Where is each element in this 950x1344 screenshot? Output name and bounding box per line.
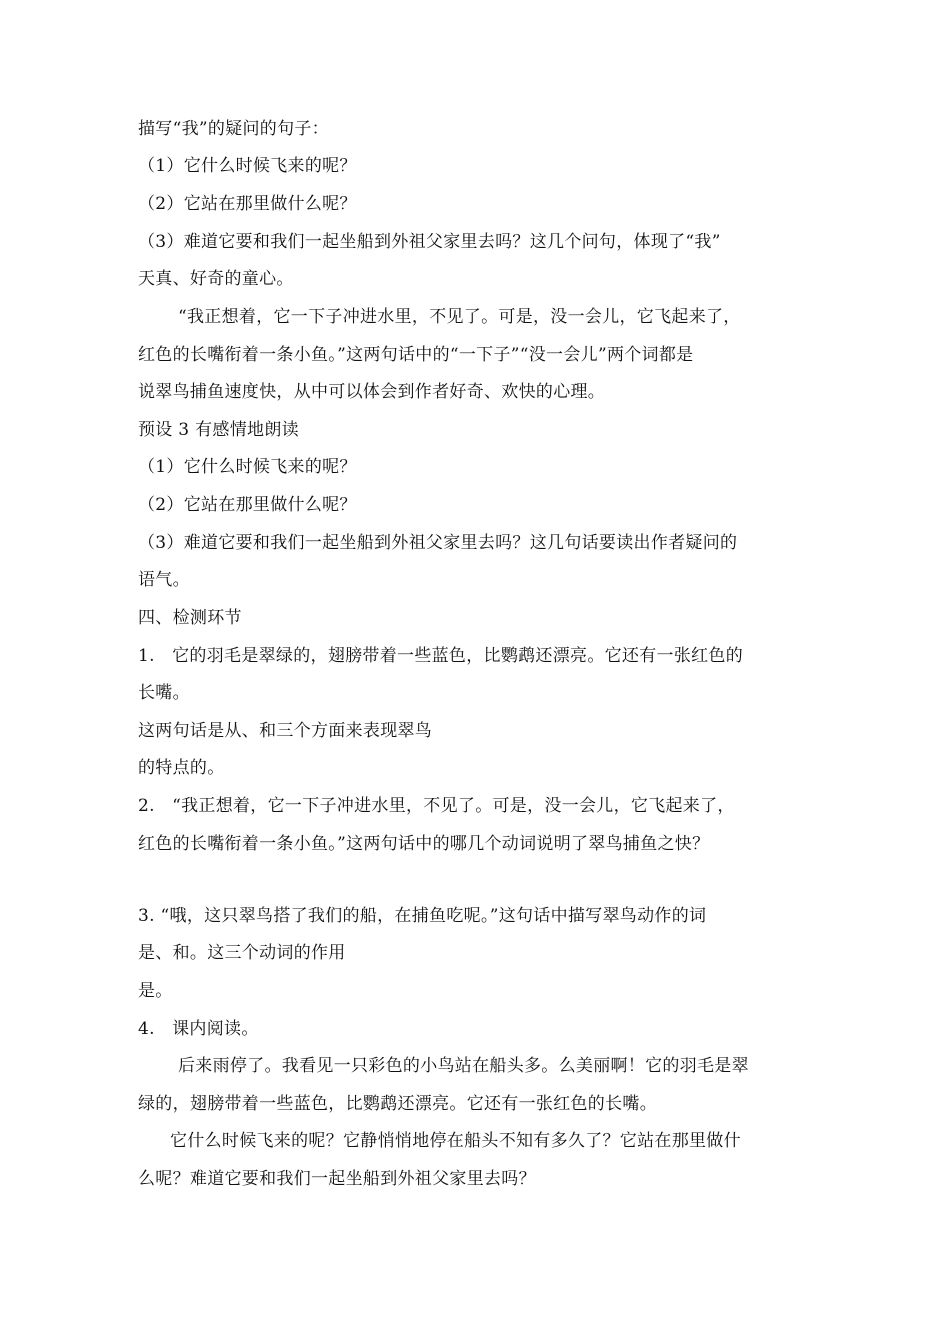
question-line: 3. “哦，这只翠鸟搭了我们的船，在捕鱼吃呢。”这句话中描写翠鸟动作的词 [138,906,707,926]
reading-passage-line: 绿的，翅膀带着一些蓝色，比鹦鹉还漂亮。它还有一张红色的长嘴。 [138,1094,657,1114]
question-line: 红色的长嘴衔着一条小鱼。”这两句话中的哪几个动词说明了翠鸟捕鱼之快？ [138,834,710,854]
question-line: 1. 它的羽毛是翠绿的，翅膀带着一些蓝色，比鹦鹉还漂亮。它还有一张红色的 [138,646,744,666]
paragraph-line: 语气。 [138,570,190,590]
paragraph-line: 说翠鸟捕鱼速度快，从中可以体会到作者好奇、欢快的心理。 [138,382,606,402]
reading-passage-line: 么呢？难道它要和我们一起坐船到外祖父家里去吗？ [138,1169,536,1189]
paragraph-line: “我正想着，它一下子冲进水里，不见了。可是，没一会儿，它飞起来了， [178,307,741,327]
section-heading: 预设 3 有感情地朗读 [138,420,299,440]
question-line: 2. “我正想着，它一下子冲进水里，不见了。可是，没一会儿，它飞起来了， [138,796,735,816]
question-line: 是。 [138,981,173,1001]
paragraph-line: 天真、好奇的童心。 [138,269,294,289]
question-line: 这两句话是从、和三个方面来表现翠鸟 [138,721,433,741]
paragraph-line: （2）它站在那里做什么呢？ [138,495,357,515]
reading-passage-line: 它什么时候飞来的呢？它静悄悄地停在船头不知有多久了？它站在那里做什 [170,1131,741,1151]
paragraph-line: （1）它什么时候飞来的呢？ [138,156,357,176]
question-line: 长嘴。 [138,683,190,703]
paragraph-line: 红色的长嘴衔着一条小鱼。”这两句话中的“一下子”“没一会儿”两个词都是 [138,345,694,365]
paragraph-line: （3）难道它要和我们一起坐船到外祖父家里去吗？这几句话要读出作者疑问的 [138,533,738,553]
reading-passage-line: 后来雨停了。我看见一只彩色的小鸟站在船头多。么美丽啊！它的羽毛是翠 [178,1056,749,1076]
paragraph-line: 描写“我”的疑问的句子： [138,119,329,139]
question-line: 的特点的。 [138,758,225,778]
paragraph-line: （1）它什么时候飞来的呢？ [138,457,357,477]
section-heading: 四、检测环节 [138,608,242,628]
question-line: 4. 课内阅读。 [138,1019,259,1039]
question-line: 是、和。这三个动词的作用 [138,943,346,963]
paragraph-line: （2）它站在那里做什么呢？ [138,194,357,214]
paragraph-line: （3）难道它要和我们一起坐船到外祖父家里去吗？这几个问句，体现了“我” [138,232,721,252]
